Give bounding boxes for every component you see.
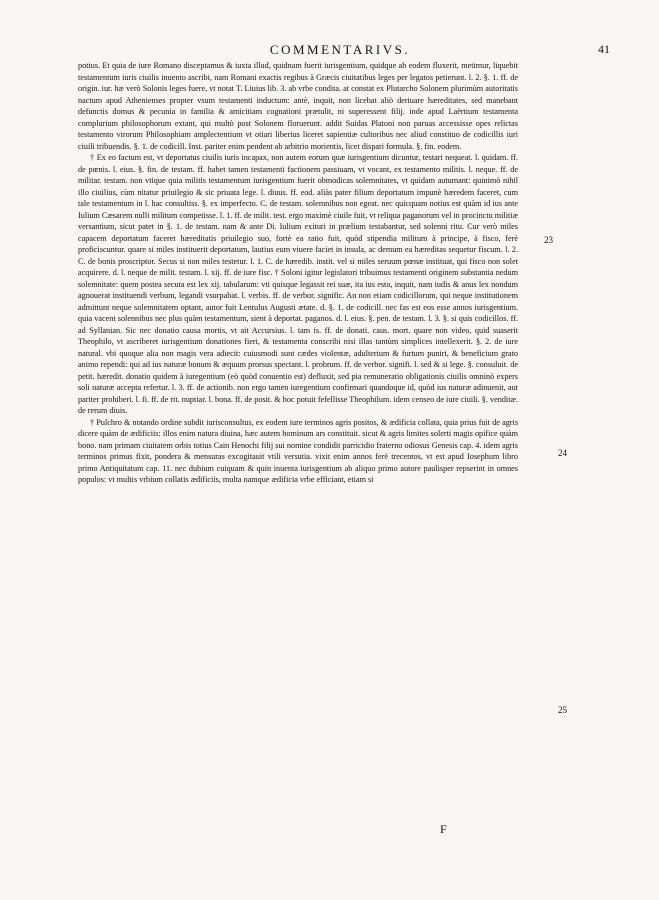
body-text	[78, 60, 518, 486]
marginal-number-24: 24	[558, 448, 567, 458]
page-number: 41	[598, 42, 610, 56]
marginal-number-23: 23	[544, 235, 553, 245]
paragraph-3: † Pulchro & notando ordine subdit iurisconsultus, ex eodem iure terminos agris positos, & ædificia collata, quia prius fuit de agris dicere quàm de ædificiis: illos enim natura diuina, hæc autem hominum ars constituit. sicut & agris limites solerti magis opifice quàm bono. nam primam ciuitatem orbis totius Cain Henochi filij sui nomine condidit parricidio fraterno odiosus Genesis cap. 4. idem agris terminos primus fixit, pondera & mensuras excogitauit vtili versutia. vixit enim annos ferè trecentos, vt est apud Iosephum libro primo Antiquitatum cap. 11. nec dubium cuiquam & quin inuenta iurisgentium ab aliquo primo autore paulisper repserint in omnes populos: vt multis vrbium collatis ædificiis, multa namque ædificia vrbe efficiant, etiam si	[78, 417, 518, 484]
page-header	[70, 40, 610, 62]
paragraph-1: potius. Et quia de iure Romano disceptamus & iuxta illud, quidnam fuerit iurisgentium, quidque ab eodem fluxerit, metimur, liquebit testamentum iuris ciuilis inuento ascribi, nam Romani exactis regibus à Græcis ciuitatibus leges per legatos petierunt. l. 2. §. 1. ff. de origin. iur. hæ verò Solonis leges fuere, vt notat T. Liuius lib. 3. ab vrbe condita. at constat ex Plutarcho Solonem plurimùm autoritatis nactum apud Athenienses propter vsum testamenti inductum: antè, inquit, non licebat aliò deriuare hæreditates, sed manebant defunctis domus & pecunia in familia & amicitiam cognationi prætulit, ni superessent filij. inde apud Laërtium testamenta complurium philosophorum extant, qui multò post Solonem floruerunt. addit Suidas Platoni non paruas accessisse opes relictas testamento virorum Philosophiam amplectentium vt otiari liberius liceret sapientiæ cultoribus nec aliud constituo de codicillis iuri ciuili tribuendis. §. 1. de codicill. Inst. pariter enim pendent ab arbitrio morientis, licet dispari formula. §. fin. eodem.	[78, 61, 518, 151]
marginal-number-25: 25	[558, 705, 567, 715]
signature-mark: F	[440, 822, 447, 836]
running-title: COMMENTARIVS.	[269, 42, 411, 57]
paragraph-2: † Ex eo factum est, vt deportatus ciuilis iuris incapax, non autem eorum quæ iurisgentium dicuntur, testari nequeat. l. quidam. ff. de pœnis. l. eius. §. fin. de testam. ff. habet tamen testamenti factionem passiuam, vt vocant, ex testamento militis. l. neque. ff. de militar. testam. non vtique quia militis testamentum iurisgentium fuerit obmodicas solemnitates, vt quidam autumant: quinimò nihil illo ciuilius, cùm nitatur priuilegio & sic priuata lege. l. diuus. ff. eod. aliàs pater filium deportatum impunè hæredem faceret, cum tale testamentum in l. hac consultiss. §. ex imperfecto. C. de testam. solemnibus non egeat. nec quicquam notius est quàm id ius ante Iulium Cæsarem nulli militum competisse. l. 1. ff. de milit. test. ergo maximè ciuile fuit, vt reliqua paganorum vel in procinctu militiæ versantium, sicut patet in §. 1. de testam. nam & ante Di. Iulium exituri in prælium testabantur, sed solenni ritu. Cur verò miles capacem deportatum faceret hæreditatis priuilegio suo, fortè ea ratio fuit, quòd stipendia militum à principe, à fisco, ferè proficiscuntur. quare si miles instituerit deportatum, lautius eum viuere faciet in insula, ac demum ea hæreditas sequetur fiscum. l. 2. C. de bonis proscriptor. Secus si non miles testetur. l. 1. C. de hæredib. instit. vel si miles seruum pœnæ instituat, qui fisco non solet acquirere. d. l. neque de milit. testam. l. xij. ff. de iure fisc. † Soloni igitur legislatori tribuimus testamenti originem substantia nedum solemnitate: quem postea secuta est lex xij. tabularum: vti quisque legassit rei suæ, ita ius esto, inquit, nam iudis & anus lex nondum agnouerat instituendi verbum, legandi vsurpabat. l. verbis. ff. de verbor. signific. An non etiam codicillorum, qui neque institutionem admittunt neque solemnitatem optant, autor fuit Lentulus Augusti ætate. d. §. 1. de codicill. nec fas est eos esse annos iurisgentium. quia vacent solennibus nec plus quàm testamentum, sient à deportat. paganos. d. l. eius. §. pen. de testam. l. 3. §. si quis codicillos. ff. ad Syllanian. Sic nec donatio causa mortis, vt ait Accursius. l. tam is. ff. de donati. caus. mort. quare non video, quid suaserit Theophilo, vt ascriberet iurisgentium donationes fieri, & testamenta conscribi nisi illas tantùm simplices intellexerit. §. 2. de iure natural. vbi quoque alia non magis vera adiecit: cuiusmodi sunt cædes violentæ, adulterium & furtum puniri, & beneficium grato animo rependi: qui ad ius naturæ bonum & æquum prorsus spectant. l. probrum. ff. de verbor. signifi. l. sed & si lege. §. consuluit. de petit. hæredit. donatio quidem à iuregentium (eò quòd conuentio est) defluxit, sed pia remuneratio obligationis ciuilis omninò expers soli naturæ accepta refertur. l. 3. ff. de actionib. non ergo tamen iuregentium confirmari quandoque id, quòd ius naturæ adinuenit, aut pariter prohiberi. l. fi. ff. de rit. nuptiar. l. bona. ff. de posit. & hoc potuit fefellisse Theophilum. idem censeo de iure ciuili. §. venditæ. de rerum diuis.	[78, 153, 518, 415]
